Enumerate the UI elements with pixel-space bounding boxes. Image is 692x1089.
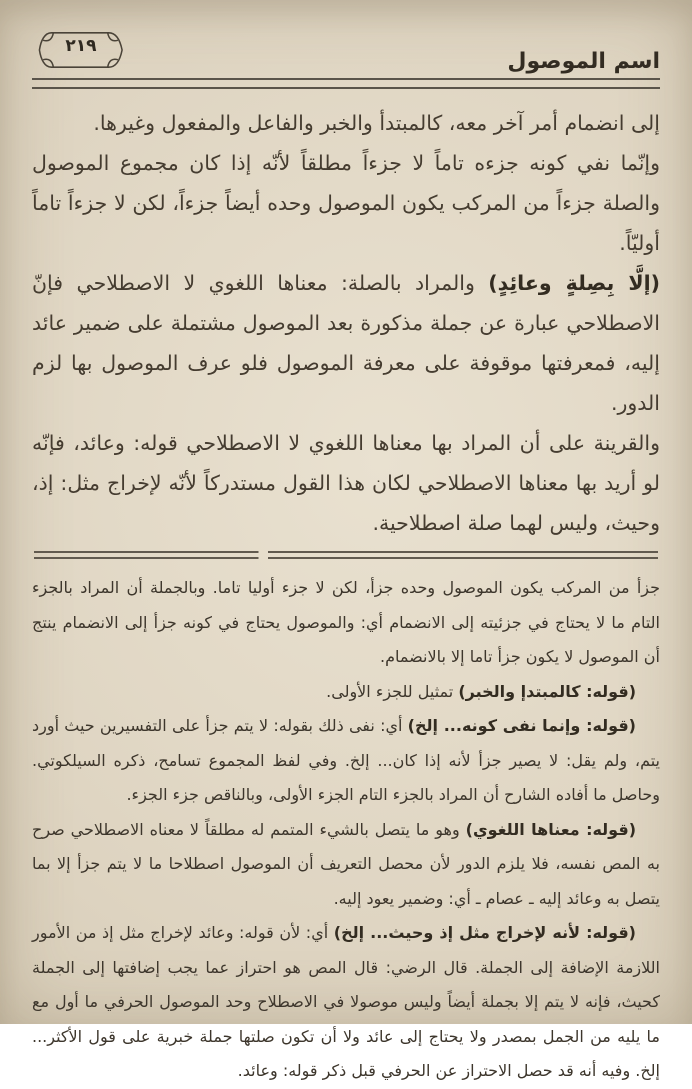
commentary-paragraph xyxy=(32,916,660,1089)
matn-paragraph xyxy=(32,143,660,263)
commentary-paragraph xyxy=(32,571,660,675)
page-number: ٢١٩ xyxy=(65,36,97,56)
matn-paragraph xyxy=(32,423,660,543)
commentary-paragraph xyxy=(32,675,660,710)
text-run: أي: لأن قوله: وعائد لإخراج مثل إذ من الأمور اللازمة الإضافة إلى الجملة. قال الرضي: قال المص هو احتراز عما يجب إضافتها إلى الجملة كحيث، فإنه لا يتم إلا بجملة أيضاً وليس موصولا في الاصطلاح وحد الموصول الحرفي ما أول مع ما يليه من الجمل بمصدر ولا يحتاج إلى عائد ولا أن تكون صلتها جملة خبرية على قول الأكثر... إلخ. وفيه أنه قد حصل الاحتراز عن الحرفي قبل ذكر قوله: وعائد. xyxy=(32,923,660,1080)
text-run: والمراد بالصلة: معناها اللغوي لا الاصطلاحي فإنّ الاصطلاحي عبارة عن جملة مذكورة بعد الموصول مشتملة على ضمير عائد إليه، فمعرفتها موقوفة على معرفة الموصول فلو عرف الموصول بها لزم الدور. xyxy=(32,271,660,415)
header-divider xyxy=(32,78,660,89)
bold-lead: (قوله: كالمبتدإ والخبر) xyxy=(458,681,636,701)
bold-lead: (قوله: معناها اللغوي) xyxy=(465,819,637,839)
text-run: أي: نفى ذلك بقوله: لا يتم جزأ على التفسيرين حيث أورد يتم، ولم يقل: لا يصير جزأ لأنه إذا كان... إلخ. وفي لفظ المجموع تسامح، ذكره السيلكوتي. وحاصل ما أفاده الشارح أن المراد بالجزء التام الجزء الأولى، وبالناقص جزء الجزء. xyxy=(32,716,660,804)
bold-lead: (إلَّا بِصِلةٍ وعائِدٍ) xyxy=(488,271,661,295)
commentary-section xyxy=(32,571,660,1089)
main-text-section xyxy=(32,103,660,543)
text-run: تمثيل للجزء الأولى. xyxy=(326,681,459,701)
matn-paragraph xyxy=(32,103,660,143)
section-divider xyxy=(34,551,658,559)
text-run: وهو ما يتصل بالشيء المتمم له مطلقاً لا معناه الاصطلاحي صرح به المص نفسه، فلا يلزم الدور لأن محصل التعريف أن الموصول اصطلاحا ما لا يتم جزأ إلا بما يتصل به وعائد إليه ـ عصام ـ أي: وضمير يعود إليه. xyxy=(32,819,660,908)
text-run: جزأ من المركب يكون الموصول وحده جزأ، لكن لا جزء أوليا تاما. وبالجملة أن المراد بالجزء التام ما لا يحتاج في جزئيته إلى الانضمام أي: والموصول يحتاج في كونه جزأ إلى الانضمام ينتج أن الموصول لا يكون جزأ تاما إلا بالانضمام. xyxy=(32,578,660,666)
matn-paragraph xyxy=(32,263,660,423)
text-run: والقرينة على أن المراد بها معناها اللغوي لا الاصطلاحي قوله: وعائد، فإنّه لو أريد بها معناها الاصطلاحي لكان هذا القول مستدركاً لأنّه لإخراج مثل: إذ، وحيث، وليس لهما صلة اصطلاحية. xyxy=(32,431,660,535)
bold-lead: (قوله: وإنما نفى كونه... إلخ) xyxy=(407,716,636,735)
bold-lead: (قوله: لأنه لإخراج مثل إذ وحيث... إلخ) xyxy=(333,923,636,942)
text-run: إلى انضمام أمر آخر معه، كالمبتدأ والخبر والفاعل والمفعول وغيرها. xyxy=(93,111,660,135)
text-run: وإنّما نفي كونه جزءه تاماً لا جزءاً مطلقاً لأنّه إذا كان مجموع الموصول والصلة جزءاً من المركب يكون الموصول وحده أيضاً جزءاً، لكن لا جزءاً تاماً أوليّاً. xyxy=(32,151,660,255)
commentary-paragraph xyxy=(32,709,660,813)
commentary-paragraph xyxy=(32,813,660,917)
page-title: اسم الموصول xyxy=(507,48,660,74)
page-header xyxy=(32,24,660,74)
page-number-badge xyxy=(38,26,124,74)
